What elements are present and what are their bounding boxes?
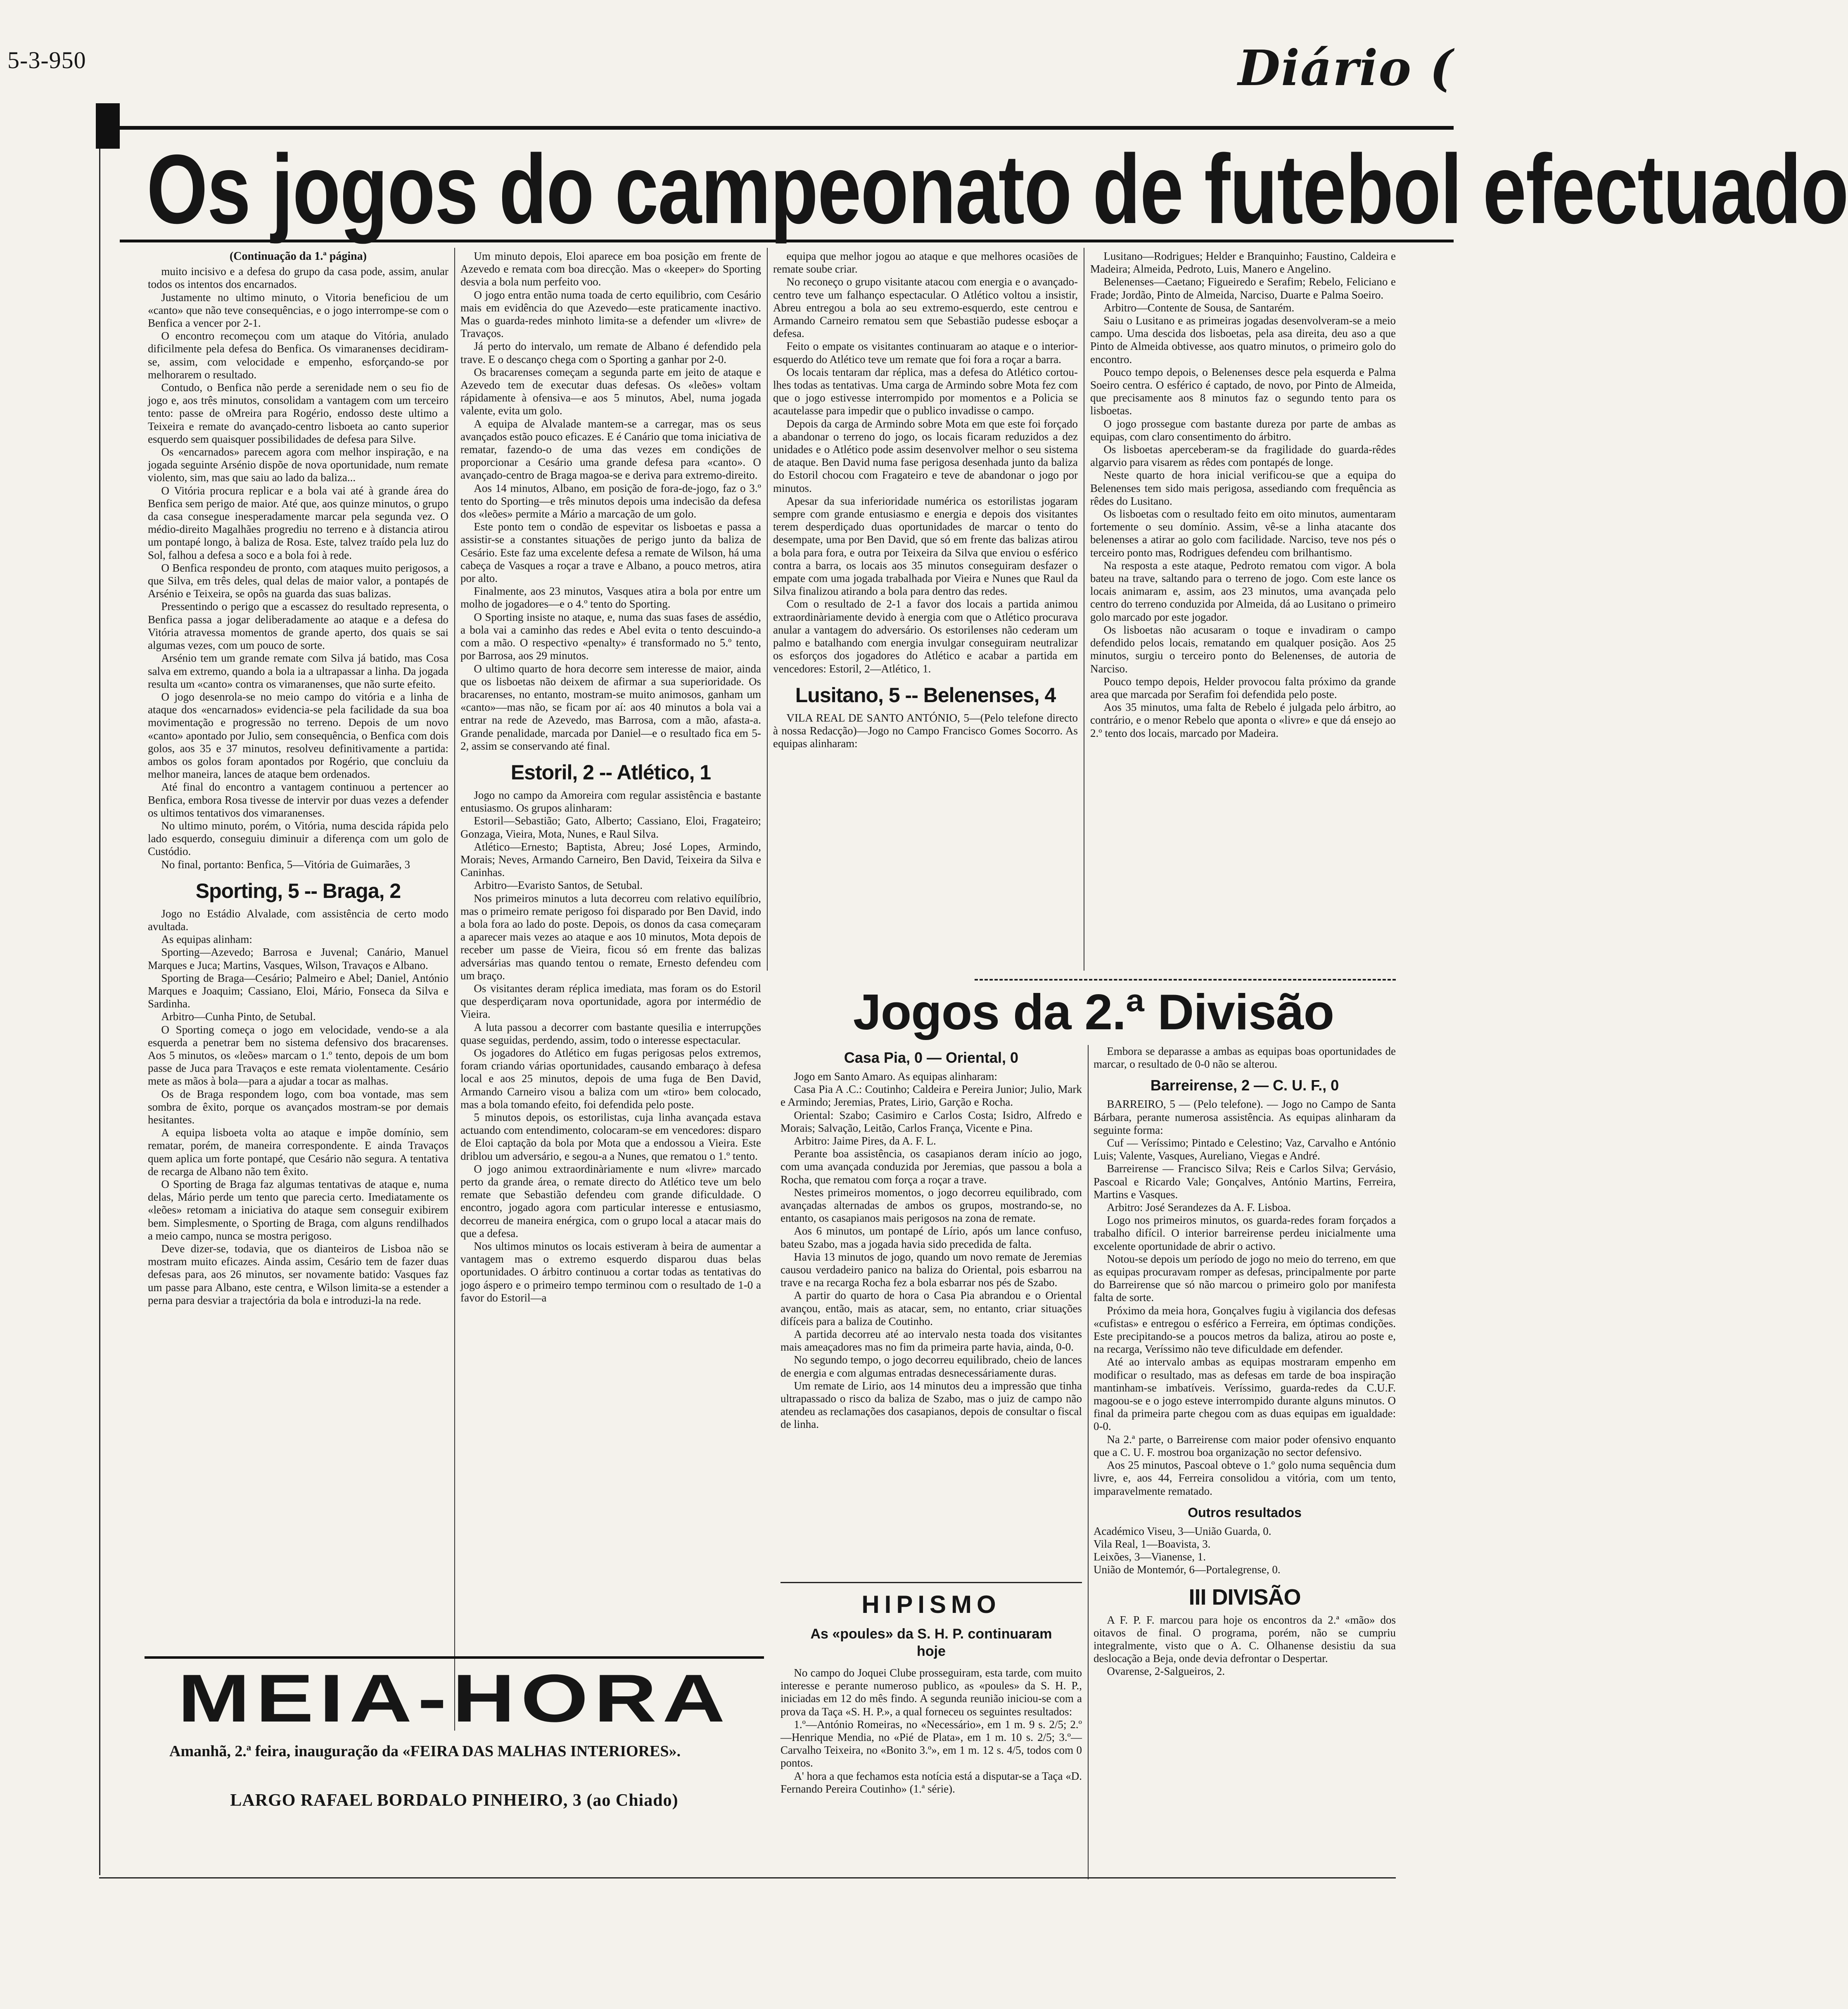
column-1	[148, 250, 448, 1729]
paragraph: Ovarense, 2-Salgueiros, 2.	[1107, 1665, 1225, 1678]
column-divider	[454, 248, 455, 1731]
outros-resultados-title: Outros resultados	[1188, 1505, 1302, 1520]
column-4	[1090, 250, 1396, 973]
paragraph: Arbitro: Jaime Pires, da A. F. L.	[794, 1135, 936, 1147]
paragraph: A' hora a que fechamos esta notícia está a disputar-se a Taça «D. Fernando Pereira Coutinho» (1.ª série).	[780, 1769, 1082, 1795]
paragraph: Nos ultimos minutos os locais estiveram à beira de aumentar a vantagem mas o extremo esquerdo disparou duas belas oportunidades. O árbitro continuou a cortar todas as tentativas do jogo áspero e o primeiro tempo terminou com o resultado de 1-0 a favor do Estoril—a	[460, 1240, 761, 1304]
paragraph: No reconeço o grupo visitante atacou com energia e o avançado-centro teve um falhanço espectacular. O Atlético voltou a insistir, Abreu entregou a bola ao seu extremo-esquerdo, este centrou e Armando Carneiro rematou sem que Sebastião pudesse esboçar a defesa.	[773, 275, 1078, 340]
paragraph: União de Montemór, 6—Portalegrense, 0.	[1094, 1563, 1281, 1576]
paragraph: Com o resultado de 2-1 a favor dos locais a partida animou extraordinàriamente devido à energia com que o Atlético procurava anular a vantagem do adversário. Os estorilenses não cederam um palmo e batalhando com energia invulgar conseguiram neutralizar os esforços dos jogadores do Atlético e acabar a partida em vencedores: Estoril, 2—Atlético, 1.	[773, 598, 1078, 675]
paragraph: O jogo desenrola-se no meio campo do vitória e a linha de ataque dos «encarnados» evidencia-se pela facilidade da sua boa movimentação e progressão no terreno. Depois de um novo «canto» apontado por Julio, sem consequência, o Benfica com dois golos, aos 35 e 37 minutos, resolveu definitivamente a partida: ambos os golos foram apontados por Rogério, que concluiu da melhor maneira, lances de ataque bem ordenados.	[148, 690, 448, 781]
paragraph: Nos primeiros minutos a luta decorreu com relativo equilíbrio, mas o primeiro remate perigoso foi disparado por Ben David, indo a bola fora ao lado do poste. Depois, os donos da casa começaram a aparecer mais vezes ao ataque e aos 10 minutos, Mota depois de receber um passe de Vieira, ficou só em frente das balizas adversárias mas quando tentou o remate, Ernesto defendeu com um braço.	[460, 892, 761, 982]
paragraph: Os «encarnados» parecem agora com melhor inspiração, e na jogada seguinte Arsénio dispõe de nova oportunidade, num remate violento, sim, mas que saiu ao lado da baliza...	[148, 446, 448, 484]
subheading-lusitano-belenenses: Lusitano, 5 -- Belenenses, 4	[795, 683, 1056, 707]
paragraph: 5 minutos depois, os estorilistas, cuja linha avançada estava actuando com entendimento, colocaram-se em vencedores: disparo de Eloi captação da bola por Mota que a endossou a Vieira. Este driblou um adversário, e segou-a a Nunes, que rematou o 1.º tento.	[460, 1111, 761, 1162]
ad-title: MEIA-HORA	[178, 1660, 731, 1736]
paragraph: A F. P. F. marcou para hoje os encontros da 2.ª «mão» dos oitavos de final. O programa, porém, não se cumpriu integralmente, visto que o A. C. Olhanense desistiu da sua deslocação a Beja, onde devia defrontar o Despertar.	[1094, 1613, 1396, 1665]
paragraph: A equipa de Alvalade mantem-se a carregar, mas os seus avançados estão pouco eficazes. E é Canário que toma iniciativa de rematar, fazendo-o de uma das vezes em condições de proporcionar a Cesário uma grande defesa para «canto». O avançado-centro de Braga magoa-se e deriva para extremo-direito.	[460, 417, 761, 482]
paragraph: Os locais tentaram dar réplica, mas a defesa do Atlético cortou-lhes todas as tentativas. Uma carga de Armindo sobre Mota fez com que o jogo estivesse interrompido por momentos e a Policia se acautelasse para impedir que o publico invadisse o campo.	[773, 366, 1078, 417]
paragraph: Cuf — Veríssimo; Pintado e Celestino; Vaz, Carvalho e António Luis; Valente, Vasques, Aureliano, Viegas e André.	[1094, 1137, 1396, 1162]
paragraph: Oriental: Szabo; Casimiro e Carlos Costa; Isidro, Alfredo e Morais; Salvação, Leitão, Carlos França, Vicente e Pina.	[780, 1109, 1082, 1134]
paragraph: Apesar da sua inferioridade numérica os estorilistas jogaram sempre com grande entusiasmo e energia e depois dos visitantes terem desperdiçado duas oportunidades de marcar o tento do desempate, uma por Ben David, que só em frente das balizas atirou a bola para fora, e outra por Teixeira da Silva que enviou o esférico contra a barra, os locais aos 35 minutos conseguiram desfazer o empate com uma jogada trabalhada por Vieira e Nunes que Raul da Silva finalizou atirando a bola para dentro das redes.	[773, 494, 1078, 598]
paragraph: Aos 35 minutos, uma falta de Rebelo é julgada pelo árbitro, ao contrário, e o menor Rebelo que aponta o «livre» e que dá ensejo ao 2.º tento dos locais, marcado por Madeira.	[1090, 701, 1396, 739]
hipismo-rule	[780, 1582, 1082, 1583]
paragraph: Pouco tempo depois, o Belenenses desce pela esquerda e Palma Soeiro centra. O esférico é captado, de novo, por Pinto de Almeida, que precisamente aos 8 minutos faz o segundo tento para os lisboetas.	[1090, 366, 1396, 417]
paragraph: Aos 25 minutos, Pascoal obteve o 1.º golo numa sequência dum livre, e, aos 44, Ferreira consolidou a vitória, com um tento, imparavelmente rematado.	[1094, 1459, 1396, 1497]
paragraph: Finalmente, aos 23 minutos, Vasques atira a bola por entre um molho de jogadores—e o 4.º tento do Sporting.	[460, 585, 761, 610]
col2-body	[460, 250, 761, 753]
column-2	[460, 250, 761, 1646]
subheading-estoril-atletico: Estoril, 2 -- Atlético, 1	[510, 760, 711, 784]
paragraph: Estoril—Sebastião; Gato, Alberto; Cassiano, Eloi, Fragateiro; Gonzaga, Vieira, Mota, Nunes, e Raul Silva.	[460, 815, 761, 840]
paragraph: Os lisboetas aperceberam-se da fragilidade do guarda-rêdes algarvio para visarem as rêdes com pontapés de longe.	[1090, 443, 1396, 469]
paragraph: A partida decorreu até ao intervalo nesta toada dos visitantes mais ameaçadores mas no fim da primeira parte havia, ainda, 0-0.	[780, 1328, 1082, 1354]
paragraph: Logo nos primeiros minutos, os guarda-redes foram forçados a trabalho difícil. O interior barreirense perdeu inicialmente uma excelente oportunidade de abrir o activo.	[1094, 1214, 1396, 1252]
paragraph: Aos 14 minutos, Albano, em posição de fora-de-jogo, faz o 3.º tento do Sporting—e três minutos depois uma indecisão da defesa dos «leões» permite a Mário a marcação de um golo.	[460, 482, 761, 520]
paragraph: Jogo no campo da Amoreira com regular assistência e bastante entusiasmo. Os grupos alinharam:	[460, 788, 761, 815]
paragraph: Notou-se depois um período de jogo no meio do terreno, em que as equipas procuravam romper as defesas, principalmente por parte do Barreirense que só não marcou o primeiro golo por manifesta falta de sorte.	[1094, 1252, 1396, 1304]
paragraph: Depois da carga de Armindo sobre Mota em que este foi forçado a abandonar o terreno do jogo, os locais ficaram reduzidos a dez unidades e o Atlético pode assim desenvolver melhor o seu sistema de ataque. Ben David numa fase perigosa desenhada junto da baliza do Estoril chocou com Fragateiro e teve de abandonar o jogo por minutos.	[773, 417, 1078, 494]
col2-body-2	[460, 789, 761, 1304]
column-3	[773, 250, 1078, 973]
paragraph: Um remate de Lirio, aos 14 minutos deu a impressão que tinha ultrapassado o risco da baliza de Szabo, mas o juiz de campo não atendeu as reclamações dos casapianos, depois de consultar o fiscal de linha.	[780, 1379, 1082, 1431]
masthead: Diário (	[1238, 39, 1454, 97]
continuation-note: (Continuação da 1.ª página)	[229, 250, 367, 263]
paragraph: No ultimo minuto, porém, o Vitória, numa descida rápida pelo lado esquerdo, conseguiu diminuir a diferença com um golo de Custódio.	[148, 819, 448, 858]
paragraph: Sporting—Azevedo; Barrosa e Juvenal; Canário, Manuel Marques e Juca; Martins, Vasques, Wilson, Travaços e Albano.	[148, 946, 448, 971]
divisao-2-left-body	[780, 1070, 1082, 1431]
left-margin-rule	[99, 149, 100, 1875]
subheading-casapia-oriental: Casa Pia, 0 — Oriental, 0	[844, 1049, 1019, 1066]
paragraph: No segundo tempo, o jogo decorreu equilibrado, cheio de lances de energia e com algumas entradas desnecessáriamente duras.	[780, 1354, 1082, 1379]
divisao-2-right-body-2	[1094, 1098, 1396, 1497]
paragraph: As equipas alinham:	[161, 933, 252, 946]
col3-body	[773, 250, 1078, 675]
col3-body-2	[773, 712, 1078, 750]
divisao-2-title: Jogos da 2.ª Divisão	[853, 984, 1334, 1040]
paragraph: Os de Braga respondem logo, com boa vontade, mas sem sombra de êxito, porque os avançados mostram-se por demais hesitantes.	[148, 1088, 448, 1126]
paragraph: Os bracarenses começam a segunda parte em jeito de ataque e Azevedo tem de executar duas defesas. Os «leões» voltam rápidamente à ofensiva—e aos 5 minutos, Abel, numa jogada valente, evita um golo.	[460, 366, 761, 417]
paragraph: Casa Pia A .C.: Coutinho; Caldeira e Pereira Junior; Julio, Mark e Armindo; Jeremias, Prates, Lirio, Garção e Rocha.	[780, 1083, 1082, 1109]
paragraph: O Sporting de Braga faz algumas tentativas de ataque e, numa delas, Mário perde um tento que parecia certo. Imediatamente os «leões» retomam a iniciativa do ataque sem conseguir exibirem bem. Simplesmente, o Sporting de Braga, com alguns rendilhados a meio campo, nunca se mostra perigoso.	[148, 1178, 448, 1242]
divisao-2-right-body	[1094, 1045, 1396, 1071]
paragraph: A equipa lisboeta volta ao ataque e impõe domínio, sem rematar, porém, de maneira correspondente. E ainda Travaços quem aplica um forte pontapé, que Cesário não segura. A tentativa de recarga de Albano não tem êxito.	[148, 1126, 448, 1178]
hipismo-paragraphs	[780, 1667, 1082, 1795]
paragraph: Nestes primeiros momentos, o jogo decorreu equilibrado, com avançadas alternadas de ambos os grupos, mostrando-se, no entanto, os casapianos mais perigosos na zona de remate.	[780, 1186, 1082, 1225]
paragraph: Lusitano—Rodrigues; Helder e Branquinho; Faustino, Caldeira e Madeira; Almeida, Pedroto, Luis, Manero e Angelino.	[1090, 250, 1396, 275]
top-rule	[120, 126, 1454, 130]
paragraph: Um minuto depois, Eloi aparece em boa posição em frente de Azevedo e remata com boa direcção. Mas o «keeper» do Sporting desvia a bola num perfeito voo.	[460, 250, 761, 288]
paragraph: Atlético—Ernesto; Baptista, Abreu; José Lopes, Armindo, Morais; Neves, Armando Carneiro, Ben David, Teixeira da Silva e Caninhas.	[460, 840, 761, 879]
paragraph: Aos 6 minutos, um pontapé de Lírio, após um lance confuso, bateu Szabo, mas a jogada havia sido precedida de falta.	[780, 1225, 1082, 1250]
paragraph: Deve dizer-se, todavia, que os dianteiros de Lisboa não se mostram muito eficazes. Ainda assim, Cesário tem de fazer duas defesas para, aos 26 minutos, ser novamente batido: Vasques faz um passe para Albano, este centra, e Wilson limita-se a estender a perna para desviar a trajectória da bola e introduzi-la na rede.	[148, 1242, 448, 1306]
ad-line-2: LARGO RAFAEL BORDALO PINHEIRO, 3 (ao Chiado)	[230, 1791, 678, 1810]
paragraph: O Benfica respondeu de pronto, com ataques muito perigosos, a que Silva, em três deles, qual delas de maior valor, a pontapés de Arsénio e Teixeira, se opôs na guarda das suas balizas.	[148, 561, 448, 600]
paragraph: O Sporting começa o jogo em velocidade, vendo-se a ala esquerda a penetrar bem no sistema defensivo dos bracarenses. Aos 5 minutos, os «leões» marcam o 1.º tento, depois de um bom passe de Juca para Travaços e este remata violentamente. Cesário mete as mãos à bola—para a ajudar a tocar as malhas.	[148, 1023, 448, 1088]
paragraph: Académico Viseu, 3—União Guarda, 0.	[1094, 1525, 1272, 1537]
paragraph: Neste quarto de hora inicial verificou-se que a equipa do Belenenses tem sido mais perigosa, assediando com frequência as rêdes do Lusitano.	[1090, 469, 1396, 507]
paragraph: Vila Real, 1—Boavista, 3.	[1094, 1537, 1211, 1550]
paragraph: No campo do Joquei Clube prosseguiram, esta tarde, com muito interesse e perante numeroso publico, as «poules» da S. H. P., iniciadas em 12 do mês findo. A segunda reunião iniciou-se com a prova da Taça «S. H. P.», a qual forneceu os seguintes resultados:	[780, 1667, 1082, 1718]
paragraph: Pressentindo o perigo que a escassez do resultado representa, o Benfica passa a jogar deliberadamente ao ataque e a defesa do Vitória atravessa momentos de grande aperto, dos quais se sai algumas vezes, com um pouco de sorte.	[148, 600, 448, 652]
paragraph: Até final do encontro a vantagem continuou a pertencer ao Benfica, embora Rosa tivesse de intervir por duas vezes a defender os ultimos tentativos dos vimaranenses.	[148, 781, 448, 819]
paragraph: VILA REAL DE SANTO ANTÓNIO, 5—(Pelo telefone directo à nossa Redacção)—Jogo no Campo Francisco Gomes Socorro. As equipas alinharam:	[773, 711, 1078, 750]
paragraph: Belenenses—Caetano; Figueiredo e Serafim; Rebelo, Feliciano e Frade; Jordão, Pinto de Almeida, Narciso, Duarte e Palma Soeiro.	[1090, 275, 1396, 301]
ad-rule	[145, 1656, 764, 1659]
paragraph: Já perto do intervalo, um remate de Albano é defendido pela trave. E o descanço chega com o Sporting a ganhar por 2-0.	[460, 340, 761, 366]
paragraph: O jogo animou extraordinàriamente e num «livre» marcado perto da grande área, o remate directo do Atlético teve um belo remate que Sebastião defendeu com grande dificuldade. O encontro, jogado agora com particular interesse e entusiasmo, decorreu de maneira enérgica, com o grupo local a atacar mais do que a defesa.	[460, 1162, 761, 1240]
paragraph: A luta passou a decorrer com bastante quesilia e interrupções quase seguidas, perdendo, assim, todo o interesse espectacular.	[460, 1021, 761, 1046]
paragraph: Os lisboetas com o resultado feito em oito minutos, aumentaram fortemente o seu domínio. Assim, vê-se a linha atacante dos belenenses a atirar ao golo com facilidade. Narciso, teve nos pés o terceiro ponto mas, Rodrigues defendeu com brilhantismo.	[1090, 508, 1396, 559]
paragraph: Sporting de Braga—Cesário; Palmeiro e Abel; Daniel, António Marques e Joaquim; Cassiano, Eloi, Mário, Fonseca da Silva e Sardinha.	[148, 971, 448, 1010]
paragraph: Saiu o Lusitano e as primeiras jogadas desenvolveram-se a meio campo. Uma descida dos lisboetas, pela asa direita, deu aso a que Pinto de Almeida obtivesse, aos quatro minutos, o primeiro golo do encontro.	[1090, 314, 1396, 366]
paragraph: O jogo prossegue com bastante dureza por parte de ambas as equipas, com claro consentimento do árbitro.	[1090, 417, 1396, 443]
paragraph: Jogo no Estádio Alvalade, com assistência de certo modo avultada.	[148, 907, 448, 933]
advertisement	[145, 1656, 764, 1846]
col4-body	[1090, 250, 1396, 740]
paragraph: 1.º—António Romeiras, no «Necessário», em 1 m. 9 s. 2/5; 2.º—Henrique Mendia, no «Pié de Plata», em 1 m. 10 s. 2/5; 3.º—Carvalho Teixeira, no «Bonito 3.º», em 1 m. 12 s. 4/5, todos com 0 pontos.	[780, 1718, 1082, 1769]
bottom-rule	[99, 1877, 1396, 1878]
hipismo-title: HIPISMO	[861, 1591, 1001, 1618]
paragraph: Arbitro—Cunha Pinto, de Setubal.	[161, 1010, 316, 1023]
paragraph: Os lisboetas não acusaram o toque e invadiram o campo defendido pelos locais, rematando em qualquer posição. Aos 25 minutos, surgiu o terceiro ponto do Belenenses, de autoria de Narciso.	[1090, 623, 1396, 675]
paragraph: Na resposta a este ataque, Pedroto rematou com vigor. A bola bateu na trave, saltando para o terreno de jogo. Com este lance os locais animaram e, assim, aos 23 minutos, uma avançada pelo centro do terreno conduzida por Almeida, dá ao Lusitano o primeiro golo marcado por este jogador.	[1090, 559, 1396, 623]
paragraph: Próximo da meia hora, Gonçalves fugiu à vigilancia dos defesas «cufistas» e entregou o esférico a Ferreira, em óptimas condições. Este precipitando-se a poucos metros da baliza, atirou ao poste e, na recarga, Veríssimo não teve dificuldade em defender.	[1094, 1304, 1396, 1356]
paragraph: Pouco tempo depois, Helder provocou falta próximo da grande area que marcada por Serafim foi defendida pelo poste.	[1090, 675, 1396, 701]
paragraph: Arbitro: José Serandezes da A. F. Lisboa.	[1107, 1201, 1291, 1214]
divisao-2-left	[780, 1043, 1082, 1576]
paragraph: No final, portanto: Benfica, 5—Vitória de Guimarães, 3	[161, 858, 410, 871]
paragraph: Arbitro—Contente de Sousa, de Santarém.	[1103, 301, 1295, 314]
paragraph: Contudo, o Benfica não perde a serenidade nem o seu fio de jogo e, aos três minutos, consolidam a vantagem com um terceiro tento: passe de oMreira para Rogério, endosso deste ultimo a Teixeira e remate do avançado-centro lisboeta ao canto superior esquerdo sem quaisquer possibilidades de defesa para Silve.	[148, 381, 448, 445]
paragraph: Barreirense — Francisco Silva; Reis e Carlos Silva; Gervásio, Pascoal e Ricardo Vale; Gonçalves, António Martins, Ferreira, Martins e Vasques.	[1094, 1162, 1396, 1201]
col1-body-2	[148, 907, 448, 1307]
ad-line-1: Amanhã, 2.ª feira, inauguração da «FEIRA DAS MALHAS INTERIORES».	[169, 1743, 681, 1760]
paragraph: Arbitro—Evaristo Santos, de Setubal.	[474, 879, 643, 892]
paragraph: O jogo entra então numa toada de certo equilibrio, com Cesário mais em evidência do que Azevedo—este praticamente inactivo. Mas o guarda-redes minhoto limita-se a defender um «livre» de Travaços.	[460, 288, 761, 340]
paragraph: Feito o empate os visitantes continuaram ao ataque e o interior-esquerdo do Atlético teve um remate que foi fora a roçar a barra.	[773, 340, 1078, 366]
column-divider	[1088, 1045, 1089, 1879]
subheading-barreirense-cuf: Barreirense, 2 — C. U. F., 0	[1150, 1077, 1339, 1094]
column-divider	[767, 248, 768, 971]
banner-headline: Os jogos do campeonato de futebol efectuado	[147, 135, 1848, 244]
subheading-sporting-braga: Sporting, 5 -- Braga, 2	[195, 879, 401, 902]
paragraph: equipa que melhor jogou ao ataque e que melhores ocasiões de remate soube criar.	[773, 250, 1078, 275]
margin-block	[96, 103, 120, 149]
paragraph: muito incisivo e a defesa do grupo da casa pode, assim, anular todos os intentos dos encarnados.	[148, 265, 448, 291]
paragraph: Justamente no ultimo minuto, o Vitoria beneficiou de um «canto» que não teve consequências, e o jogo interrompe-se com o Benfica a vencer por 2-1.	[148, 291, 448, 330]
divisao-rule	[975, 979, 1396, 981]
paragraph: O ultimo quarto de hora decorre sem interesse de maior, ainda que os lisboetas não deixem de afirmar a sua superioridade. Os bracarenses, no entanto, mostram-se muito animosos, ganham um «canto»—mas não, se ficam por aí: aos 40 minutos a bola vai a entrar na rede de Azevedo, mas Barrosa, com a mão, afasta-a. Grande penalidade, marcada por Daniel—e o resultado fica em 5-2, assim se conservando até final.	[460, 662, 761, 752]
paragraph: Os visitantes deram réplica imediata, mas foram os do Estoril que desperdiçaram nova oportunidade, agora por intermédio de Vieira.	[460, 982, 761, 1021]
paragraph: O Sporting insiste no ataque, e, numa das suas fases de assédio, a bola vai a caminho das redes e Abel evita o tento descuindo-a com a mão. O respectivo «penalty» é transformado no 5.º tento, por Barrosa, aos 29 minutos.	[460, 610, 761, 662]
hipismo-body	[780, 1667, 1082, 1881]
paragraph: Perante boa assistência, os casapianos deram início ao jogo, com uma avançada conduzida por Jeremias, que passou a bola a Rocha, que rematou com força a roçar a trave.	[780, 1147, 1082, 1186]
paragraph: Até ao intervalo ambas as equipas mostraram empenho em modificar o resultado, mas as defesas em tarde de boa inspiração mantinham-se imbatíveis. Veríssimo, guarda-redes da C.U.F. magoou-se e o jogo esteve interrompido durante alguns minutos. O final da primeira parte chegou com as duas equipas em igualdade: 0-0.	[1094, 1356, 1396, 1433]
paragraph: Jogo em Santo Amaro. As equipas alinharam:	[794, 1070, 998, 1083]
paragraph: Embora se deparasse a ambas as equipas boas oportunidades de marcar, o resultado de 0-0 não se alterou.	[1094, 1045, 1396, 1071]
paragraph: Este ponto tem o condão de espevitar os lisboetas e passa a assistir-se a constantes situações de perigo junto da baliza de Cesário. Este faz uma excelente defesa a remate de Wilson, há uma cabeça de Vasques a roçar a trave e Albano, a pouco metros, atira por alto.	[460, 520, 761, 585]
paragraph: O Vitória procura replicar e a bola vai até à grande área do Benfica sem perigo de maior. Até que, aos quinze minutos, o grupo da casa consegue inesperadamente marcar pela segunda vez. O médio-direito Magalhães progrediu no terreno e à distancia atirou um pontapé longo, à baliza de Rosa. Este, talvez traído pela luz do Sol, falhou a defesa a soco e a bola foi à rede.	[148, 484, 448, 561]
paragraph: Havia 13 minutos de jogo, quando um novo remate de Jeremias causou verdadeiro panico na baliza do Oriental, pois esbarrou na trave e na recarga Rocha fez a bola esbarrar nos pés de Szabo.	[780, 1250, 1082, 1289]
paragraph: Arsénio tem um grande remate com Silva já batido, mas Cosa salva em extremo, quando a bola ia a ultrapassar a linha. Da jogada resulta um «canto» contra os vimaranenses, que não surte efeito.	[148, 652, 448, 690]
paragraph: Os jogadores do Atlético em fugas perigosas pelos extremos, foram criando várias oportunidades, causando embaraço à defesa local e aos 25 minutos, depois de uma fuga de Ben David, Armando Carneiro visou a baliza com um «tiro» bem colocado, mas a bola tomando efeito, foi defendida pelo poste.	[460, 1046, 761, 1111]
paragraph: A partir do quarto de hora o Casa Pia abrandou e o Oriental avançou, então, mais as atacar, sem, no entanto, criar situações difíceis para a baliza de Coutinho.	[780, 1289, 1082, 1327]
paragraph: Na 2.ª parte, o Barreirense com maior poder ofensivo enquanto que a C. U. F. mostrou boa organização no sector defensivo.	[1094, 1433, 1396, 1458]
iii-divisao-title: III DIVISÃO	[1189, 1584, 1301, 1610]
hipismo-subtitle: As «poules» da S. H. P. continuaram hoje	[810, 1626, 1052, 1659]
outros-resultados-list	[1094, 1525, 1396, 1577]
paragraph: O encontro recomeçou com um ataque do Vitória, anulado dificilmente pela defesa do Benfica. Os vimaranenses decidiram-se, assim, com velocidade e empenho, esforçando-se por melhorarem o resultado.	[148, 330, 448, 381]
divisao-2-right	[1094, 1045, 1396, 1912]
col1-body	[148, 265, 448, 871]
page-date: 5-3-950	[7, 47, 86, 74]
paragraph: Leixões, 3—Vianense, 1.	[1094, 1551, 1206, 1563]
iii-divisao-body	[1094, 1614, 1396, 1678]
paragraph: BARREIRO, 5 — (Pelo telefone). — Jogo no Campo de Santa Bárbara, perante numerosa assistência. As equipas alinharam da seguinte forma:	[1094, 1098, 1396, 1136]
